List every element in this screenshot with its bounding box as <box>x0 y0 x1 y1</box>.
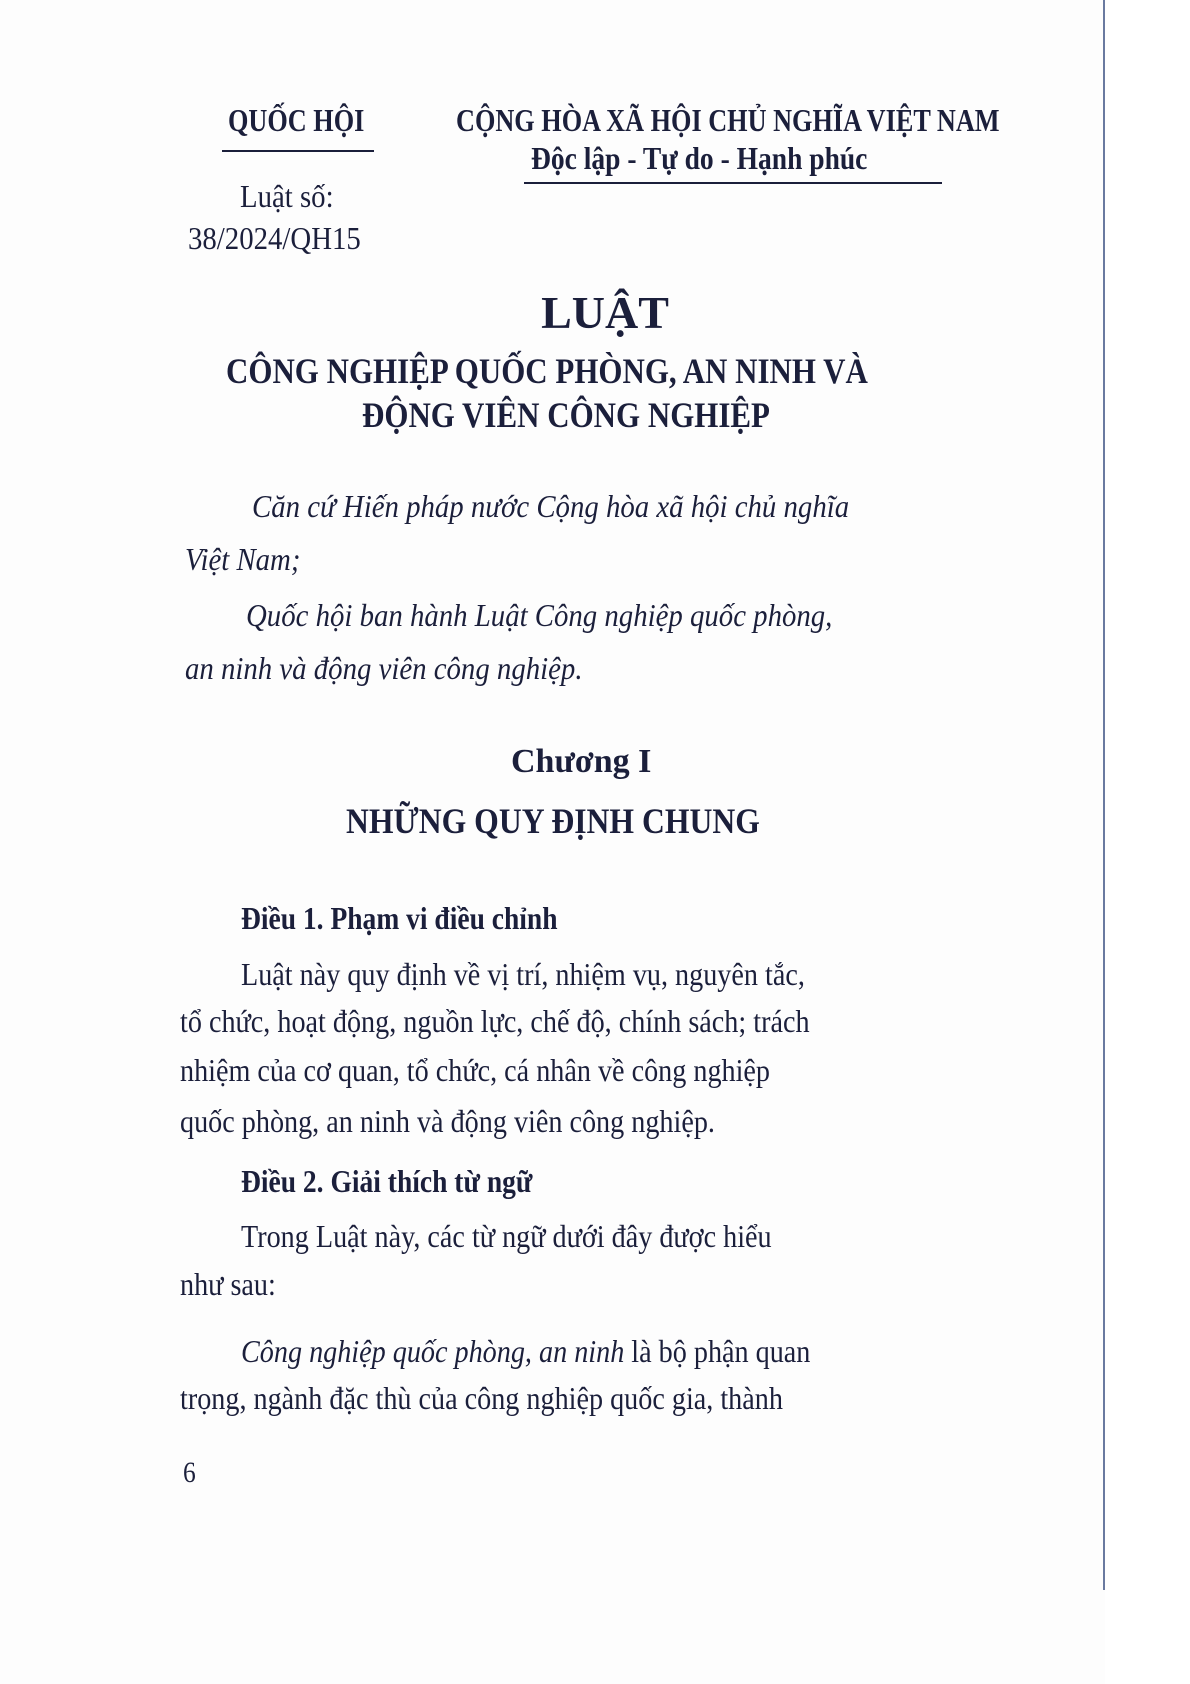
preamble-enactment-line-2: an ninh và động viên công nghiệp. <box>185 650 583 686</box>
definition-text: là bộ phận quan <box>624 1333 811 1369</box>
article-1-heading: Điều 1. Phạm vi điều chỉnh <box>241 900 558 936</box>
law-number: 38/2024/QH15 <box>188 220 361 256</box>
article-2-line: Trong Luật này, các từ ngữ dưới đây được hiểu <box>241 1218 772 1254</box>
chapter-title: NHỮNG QUY ĐỊNH CHUNG <box>346 801 760 841</box>
preamble-basis-line-2: Việt Nam; <box>185 541 301 577</box>
article-1-line: Luật này quy định về vị trí, nhiệm vụ, nguyên tắc, <box>241 956 805 992</box>
article-2-line: như sau: <box>180 1266 276 1302</box>
article-1-line: quốc phòng, an ninh và động viên công nghiệp. <box>180 1103 715 1139</box>
preamble-enactment-line-1: Quốc hội ban hành Luật Công nghiệp quốc phòng, <box>246 597 833 633</box>
page-number: 6 <box>183 1456 196 1489</box>
national-motto: Độc lập - Tự do - Hạnh phúc <box>531 140 868 176</box>
definition-line-2: trọng, ngành đặc thù của công nghiệp quốc gia, thành <box>180 1380 783 1416</box>
law-number-label: Luật số: <box>240 178 334 214</box>
law-title-line-1: CÔNG NGHIỆP QUỐC PHÒNG, AN NINH VÀ <box>226 351 868 391</box>
preamble-basis-line-1: Căn cứ Hiến pháp nước Cộng hòa xã hội chủ nghĩa <box>252 488 850 524</box>
chapter-number: Chương I <box>511 743 652 780</box>
issuer-underline <box>222 150 374 152</box>
scan-background <box>1105 0 1190 1684</box>
motto-underline <box>524 182 942 184</box>
definition-line-1 <box>241 1333 810 1370</box>
article-2-heading: Điều 2. Giải thích từ ngữ <box>241 1163 533 1199</box>
defined-term: Công nghiệp quốc phòng, an ninh <box>241 1333 625 1369</box>
law-title-line-2: ĐỘNG VIÊN CÔNG NGHIỆP <box>362 395 770 435</box>
article-1-line: nhiệm của cơ quan, tổ chức, cá nhân về công nghiệp <box>180 1052 771 1088</box>
article-1-line: tổ chức, hoạt động, nguồn lực, chế độ, chính sách; trách <box>180 1003 810 1039</box>
document-type-title: LUẬT <box>541 287 669 338</box>
country-name: CỘNG HÒA XÃ HỘI CHỦ NGHĨA VIỆT NAM <box>456 102 1000 138</box>
issuer-label: QUỐC HỘI <box>228 102 365 138</box>
page-edge <box>1103 0 1105 1590</box>
